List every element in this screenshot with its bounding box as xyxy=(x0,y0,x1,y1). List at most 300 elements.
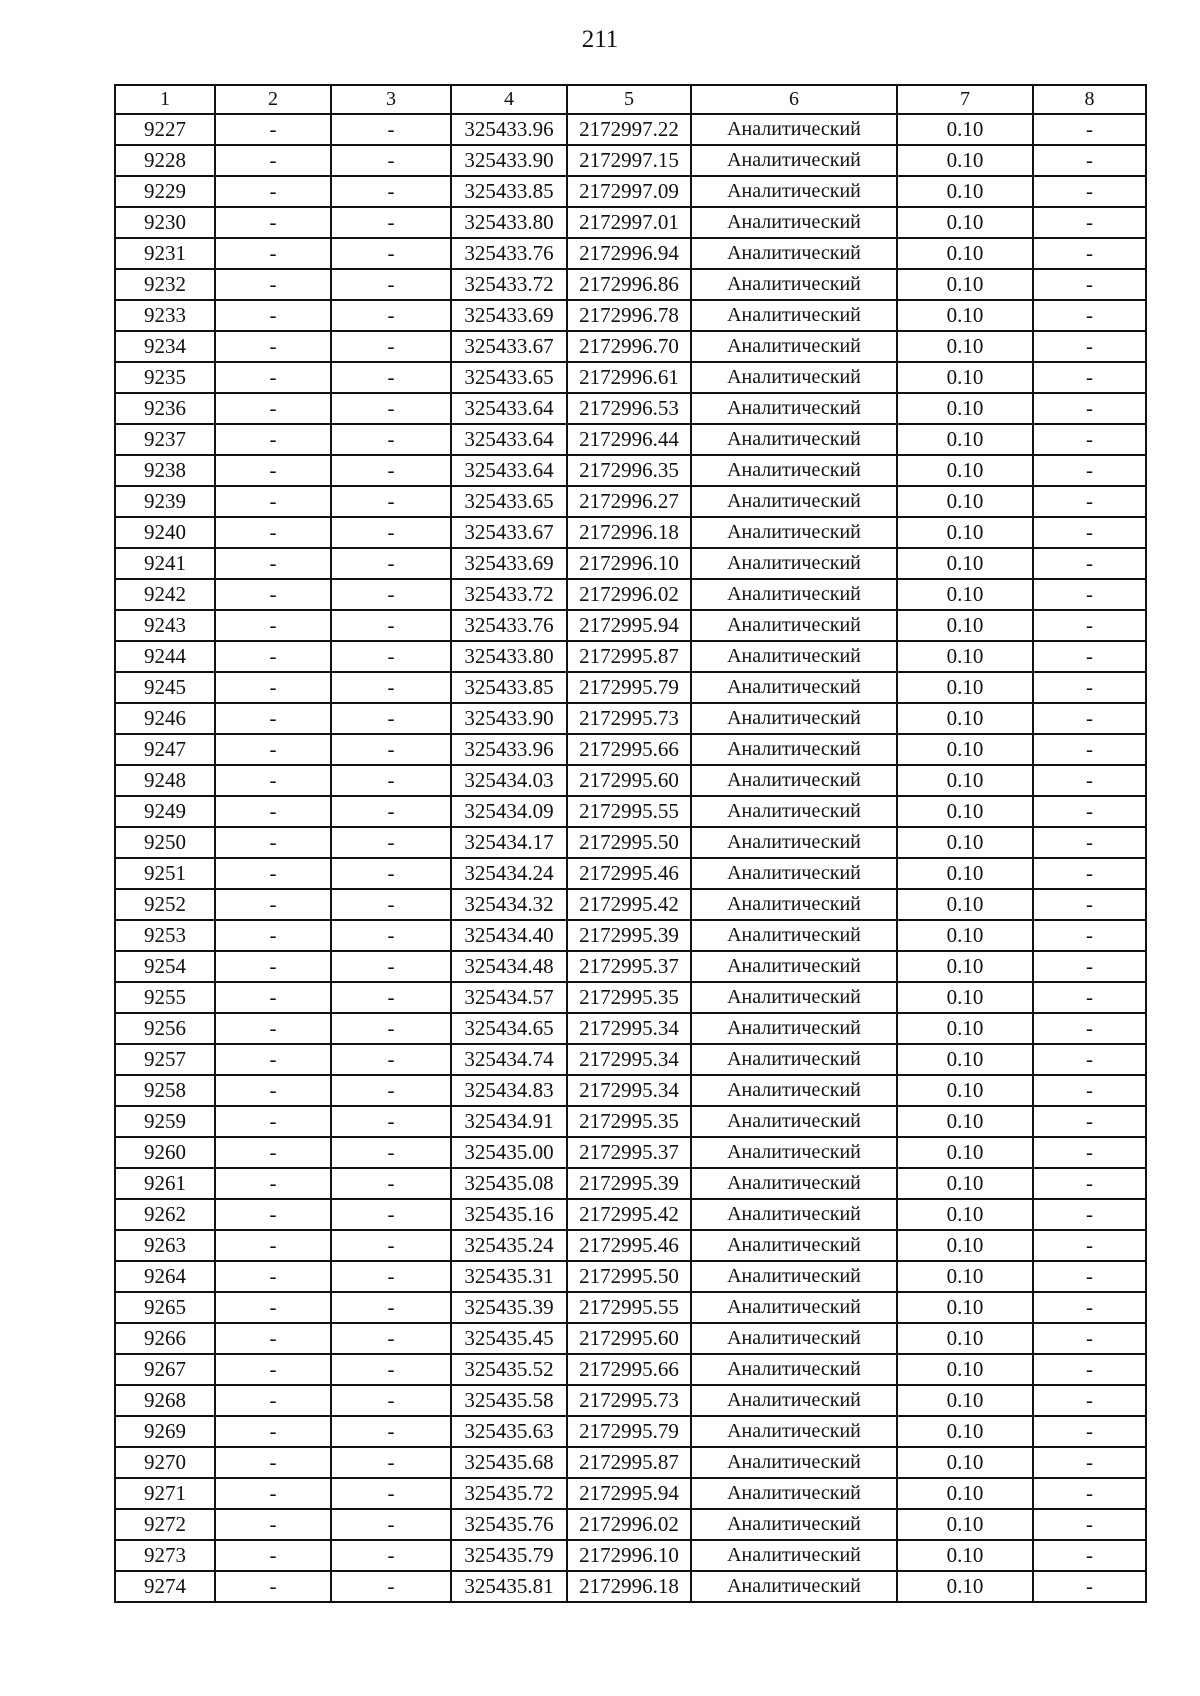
col3-cell: - xyxy=(331,641,451,672)
table-row xyxy=(115,1354,1146,1385)
col2-cell: - xyxy=(215,1354,331,1385)
point-number-cell: 9249 xyxy=(115,796,215,827)
col2-cell: - xyxy=(215,517,331,548)
point-number-cell: 9242 xyxy=(115,579,215,610)
accuracy-cell: 0.10 xyxy=(897,1168,1033,1199)
table-row xyxy=(115,331,1146,362)
accuracy-cell: 0.10 xyxy=(897,393,1033,424)
y-coordinate-cell: 2172995.55 xyxy=(567,1292,691,1323)
y-coordinate-cell: 2172995.42 xyxy=(567,889,691,920)
y-coordinate-cell: 2172995.60 xyxy=(567,1323,691,1354)
point-number-cell: 9250 xyxy=(115,827,215,858)
x-coordinate-cell: 325435.24 xyxy=(451,1230,567,1261)
table-row xyxy=(115,641,1146,672)
col8-cell: - xyxy=(1033,579,1146,610)
method-cell: Аналитический xyxy=(691,486,897,517)
table-row xyxy=(115,455,1146,486)
accuracy-cell: 0.10 xyxy=(897,176,1033,207)
col8-cell: - xyxy=(1033,393,1146,424)
col3-cell: - xyxy=(331,145,451,176)
accuracy-cell: 0.10 xyxy=(897,579,1033,610)
y-coordinate-cell: 2172996.70 xyxy=(567,331,691,362)
x-coordinate-cell: 325435.45 xyxy=(451,1323,567,1354)
table-row xyxy=(115,951,1146,982)
col8-cell: - xyxy=(1033,300,1146,331)
col8-cell: - xyxy=(1033,362,1146,393)
y-coordinate-cell: 2172996.78 xyxy=(567,300,691,331)
point-number-cell: 9256 xyxy=(115,1013,215,1044)
y-coordinate-cell: 2172997.01 xyxy=(567,207,691,238)
col2-cell: - xyxy=(215,238,331,269)
point-number-cell: 9244 xyxy=(115,641,215,672)
accuracy-cell: 0.10 xyxy=(897,1571,1033,1602)
accuracy-cell: 0.10 xyxy=(897,1385,1033,1416)
col3-cell: - xyxy=(331,765,451,796)
column-header: 4 xyxy=(451,85,567,114)
table-row xyxy=(115,238,1146,269)
point-number-cell: 9248 xyxy=(115,765,215,796)
method-cell: Аналитический xyxy=(691,1447,897,1478)
col8-cell: - xyxy=(1033,238,1146,269)
col8-cell: - xyxy=(1033,951,1146,982)
col2-cell: - xyxy=(215,1013,331,1044)
table-row xyxy=(115,1044,1146,1075)
col8-cell: - xyxy=(1033,455,1146,486)
method-cell: Аналитический xyxy=(691,1044,897,1075)
col2-cell: - xyxy=(215,579,331,610)
point-number-cell: 9233 xyxy=(115,300,215,331)
col8-cell: - xyxy=(1033,1509,1146,1540)
col2-cell: - xyxy=(215,1447,331,1478)
point-number-cell: 9270 xyxy=(115,1447,215,1478)
point-number-cell: 9267 xyxy=(115,1354,215,1385)
y-coordinate-cell: 2172996.18 xyxy=(567,517,691,548)
col3-cell: - xyxy=(331,579,451,610)
x-coordinate-cell: 325433.96 xyxy=(451,114,567,145)
y-coordinate-cell: 2172995.66 xyxy=(567,734,691,765)
point-number-cell: 9261 xyxy=(115,1168,215,1199)
col3-cell: - xyxy=(331,827,451,858)
method-cell: Аналитический xyxy=(691,1478,897,1509)
x-coordinate-cell: 325433.80 xyxy=(451,641,567,672)
x-coordinate-cell: 325435.68 xyxy=(451,1447,567,1478)
method-cell: Аналитический xyxy=(691,1261,897,1292)
point-number-cell: 9264 xyxy=(115,1261,215,1292)
col3-cell: - xyxy=(331,1323,451,1354)
point-number-cell: 9245 xyxy=(115,672,215,703)
point-number-cell: 9259 xyxy=(115,1106,215,1137)
y-coordinate-cell: 2172995.50 xyxy=(567,1261,691,1292)
col8-cell: - xyxy=(1033,548,1146,579)
accuracy-cell: 0.10 xyxy=(897,486,1033,517)
point-number-cell: 9254 xyxy=(115,951,215,982)
table-row xyxy=(115,393,1146,424)
x-coordinate-cell: 325433.72 xyxy=(451,579,567,610)
col2-cell: - xyxy=(215,672,331,703)
table-body xyxy=(115,114,1146,1602)
table-row xyxy=(115,1075,1146,1106)
x-coordinate-cell: 325433.90 xyxy=(451,703,567,734)
y-coordinate-cell: 2172996.94 xyxy=(567,238,691,269)
point-number-cell: 9260 xyxy=(115,1137,215,1168)
y-coordinate-cell: 2172996.27 xyxy=(567,486,691,517)
method-cell: Аналитический xyxy=(691,1416,897,1447)
accuracy-cell: 0.10 xyxy=(897,300,1033,331)
col2-cell: - xyxy=(215,610,331,641)
x-coordinate-cell: 325435.00 xyxy=(451,1137,567,1168)
method-cell: Аналитический xyxy=(691,362,897,393)
table-row xyxy=(115,765,1146,796)
table-row xyxy=(115,424,1146,455)
col8-cell: - xyxy=(1033,207,1146,238)
x-coordinate-cell: 325433.85 xyxy=(451,672,567,703)
x-coordinate-cell: 325433.96 xyxy=(451,734,567,765)
col2-cell: - xyxy=(215,1509,331,1540)
point-number-cell: 9252 xyxy=(115,889,215,920)
x-coordinate-cell: 325435.39 xyxy=(451,1292,567,1323)
x-coordinate-cell: 325435.81 xyxy=(451,1571,567,1602)
col2-cell: - xyxy=(215,362,331,393)
accuracy-cell: 0.10 xyxy=(897,672,1033,703)
col2-cell: - xyxy=(215,300,331,331)
col8-cell: - xyxy=(1033,1385,1146,1416)
col3-cell: - xyxy=(331,951,451,982)
col3-cell: - xyxy=(331,982,451,1013)
table-row xyxy=(115,1230,1146,1261)
method-cell: Аналитический xyxy=(691,207,897,238)
x-coordinate-cell: 325433.90 xyxy=(451,145,567,176)
col3-cell: - xyxy=(331,1478,451,1509)
method-cell: Аналитический xyxy=(691,1509,897,1540)
x-coordinate-cell: 325433.65 xyxy=(451,362,567,393)
col8-cell: - xyxy=(1033,889,1146,920)
col8-cell: - xyxy=(1033,1075,1146,1106)
table-row xyxy=(115,982,1146,1013)
y-coordinate-cell: 2172996.18 xyxy=(567,1571,691,1602)
x-coordinate-cell: 325434.65 xyxy=(451,1013,567,1044)
y-coordinate-cell: 2172995.87 xyxy=(567,1447,691,1478)
table-row xyxy=(115,145,1146,176)
col8-cell: - xyxy=(1033,1478,1146,1509)
col8-cell: - xyxy=(1033,1323,1146,1354)
col3-cell: - xyxy=(331,1075,451,1106)
method-cell: Аналитический xyxy=(691,1075,897,1106)
col2-cell: - xyxy=(215,1044,331,1075)
col2-cell: - xyxy=(215,1292,331,1323)
method-cell: Аналитический xyxy=(691,1199,897,1230)
x-coordinate-cell: 325434.17 xyxy=(451,827,567,858)
col2-cell: - xyxy=(215,703,331,734)
x-coordinate-cell: 325433.67 xyxy=(451,517,567,548)
x-coordinate-cell: 325434.24 xyxy=(451,858,567,889)
accuracy-cell: 0.10 xyxy=(897,1478,1033,1509)
table-row xyxy=(115,1261,1146,1292)
table-row xyxy=(115,703,1146,734)
col2-cell: - xyxy=(215,1571,331,1602)
col2-cell: - xyxy=(215,765,331,796)
accuracy-cell: 0.10 xyxy=(897,455,1033,486)
col8-cell: - xyxy=(1033,1044,1146,1075)
col2-cell: - xyxy=(215,548,331,579)
x-coordinate-cell: 325433.65 xyxy=(451,486,567,517)
col3-cell: - xyxy=(331,300,451,331)
col3-cell: - xyxy=(331,517,451,548)
col3-cell: - xyxy=(331,889,451,920)
method-cell: Аналитический xyxy=(691,269,897,300)
column-header: 1 xyxy=(115,85,215,114)
col8-cell: - xyxy=(1033,1230,1146,1261)
x-coordinate-cell: 325435.76 xyxy=(451,1509,567,1540)
col2-cell: - xyxy=(215,393,331,424)
col8-cell: - xyxy=(1033,734,1146,765)
accuracy-cell: 0.10 xyxy=(897,641,1033,672)
col3-cell: - xyxy=(331,1137,451,1168)
point-number-cell: 9253 xyxy=(115,920,215,951)
table-row xyxy=(115,1106,1146,1137)
x-coordinate-cell: 325434.57 xyxy=(451,982,567,1013)
x-coordinate-cell: 325435.08 xyxy=(451,1168,567,1199)
table-row xyxy=(115,1416,1146,1447)
col8-cell: - xyxy=(1033,641,1146,672)
col2-cell: - xyxy=(215,176,331,207)
method-cell: Аналитический xyxy=(691,951,897,982)
point-number-cell: 9262 xyxy=(115,1199,215,1230)
table-row xyxy=(115,1509,1146,1540)
table-row xyxy=(115,517,1146,548)
col2-cell: - xyxy=(215,455,331,486)
method-cell: Аналитический xyxy=(691,331,897,362)
col3-cell: - xyxy=(331,238,451,269)
accuracy-cell: 0.10 xyxy=(897,796,1033,827)
table-row xyxy=(115,1540,1146,1571)
method-cell: Аналитический xyxy=(691,1137,897,1168)
accuracy-cell: 0.10 xyxy=(897,238,1033,269)
col8-cell: - xyxy=(1033,1416,1146,1447)
accuracy-cell: 0.10 xyxy=(897,1261,1033,1292)
y-coordinate-cell: 2172996.10 xyxy=(567,1540,691,1571)
table-row xyxy=(115,207,1146,238)
y-coordinate-cell: 2172995.46 xyxy=(567,858,691,889)
accuracy-cell: 0.10 xyxy=(897,858,1033,889)
col2-cell: - xyxy=(215,269,331,300)
accuracy-cell: 0.10 xyxy=(897,1354,1033,1385)
method-cell: Аналитический xyxy=(691,703,897,734)
table-row xyxy=(115,827,1146,858)
x-coordinate-cell: 325434.48 xyxy=(451,951,567,982)
y-coordinate-cell: 2172995.79 xyxy=(567,672,691,703)
col2-cell: - xyxy=(215,920,331,951)
col2-cell: - xyxy=(215,1168,331,1199)
method-cell: Аналитический xyxy=(691,176,897,207)
method-cell: Аналитический xyxy=(691,827,897,858)
col3-cell: - xyxy=(331,1261,451,1292)
point-number-cell: 9231 xyxy=(115,238,215,269)
x-coordinate-cell: 325433.76 xyxy=(451,610,567,641)
col8-cell: - xyxy=(1033,1137,1146,1168)
point-number-cell: 9266 xyxy=(115,1323,215,1354)
point-number-cell: 9243 xyxy=(115,610,215,641)
column-header: 3 xyxy=(331,85,451,114)
x-coordinate-cell: 325434.83 xyxy=(451,1075,567,1106)
col2-cell: - xyxy=(215,734,331,765)
col8-cell: - xyxy=(1033,424,1146,455)
col3-cell: - xyxy=(331,858,451,889)
col3-cell: - xyxy=(331,1230,451,1261)
col3-cell: - xyxy=(331,548,451,579)
col8-cell: - xyxy=(1033,269,1146,300)
accuracy-cell: 0.10 xyxy=(897,548,1033,579)
y-coordinate-cell: 2172995.34 xyxy=(567,1044,691,1075)
method-cell: Аналитический xyxy=(691,579,897,610)
method-cell: Аналитический xyxy=(691,517,897,548)
point-number-cell: 9227 xyxy=(115,114,215,145)
y-coordinate-cell: 2172997.15 xyxy=(567,145,691,176)
accuracy-cell: 0.10 xyxy=(897,920,1033,951)
table-row xyxy=(115,734,1146,765)
col8-cell: - xyxy=(1033,1447,1146,1478)
y-coordinate-cell: 2172995.73 xyxy=(567,703,691,734)
method-cell: Аналитический xyxy=(691,1168,897,1199)
y-coordinate-cell: 2172996.02 xyxy=(567,579,691,610)
col3-cell: - xyxy=(331,920,451,951)
col8-cell: - xyxy=(1033,610,1146,641)
accuracy-cell: 0.10 xyxy=(897,1137,1033,1168)
method-cell: Аналитический xyxy=(691,114,897,145)
accuracy-cell: 0.10 xyxy=(897,1540,1033,1571)
col2-cell: - xyxy=(215,145,331,176)
col3-cell: - xyxy=(331,1385,451,1416)
table-row xyxy=(115,486,1146,517)
accuracy-cell: 0.10 xyxy=(897,1230,1033,1261)
method-cell: Аналитический xyxy=(691,765,897,796)
col2-cell: - xyxy=(215,1199,331,1230)
col3-cell: - xyxy=(331,176,451,207)
accuracy-cell: 0.10 xyxy=(897,765,1033,796)
x-coordinate-cell: 325435.72 xyxy=(451,1478,567,1509)
point-number-cell: 9258 xyxy=(115,1075,215,1106)
y-coordinate-cell: 2172996.10 xyxy=(567,548,691,579)
x-coordinate-cell: 325433.85 xyxy=(451,176,567,207)
col2-cell: - xyxy=(215,1075,331,1106)
x-coordinate-cell: 325435.31 xyxy=(451,1261,567,1292)
y-coordinate-cell: 2172995.87 xyxy=(567,641,691,672)
point-number-cell: 9272 xyxy=(115,1509,215,1540)
col8-cell: - xyxy=(1033,858,1146,889)
point-number-cell: 9257 xyxy=(115,1044,215,1075)
col8-cell: - xyxy=(1033,703,1146,734)
point-number-cell: 9255 xyxy=(115,982,215,1013)
accuracy-cell: 0.10 xyxy=(897,1323,1033,1354)
x-coordinate-cell: 325433.69 xyxy=(451,300,567,331)
col3-cell: - xyxy=(331,207,451,238)
y-coordinate-cell: 2172995.35 xyxy=(567,982,691,1013)
accuracy-cell: 0.10 xyxy=(897,114,1033,145)
col8-cell: - xyxy=(1033,1354,1146,1385)
accuracy-cell: 0.10 xyxy=(897,827,1033,858)
table-row xyxy=(115,1571,1146,1602)
point-number-cell: 9263 xyxy=(115,1230,215,1261)
accuracy-cell: 0.10 xyxy=(897,145,1033,176)
col2-cell: - xyxy=(215,827,331,858)
accuracy-cell: 0.10 xyxy=(897,362,1033,393)
col2-cell: - xyxy=(215,1385,331,1416)
method-cell: Аналитический xyxy=(691,1385,897,1416)
method-cell: Аналитический xyxy=(691,1540,897,1571)
point-number-cell: 9274 xyxy=(115,1571,215,1602)
method-cell: Аналитический xyxy=(691,1354,897,1385)
col8-cell: - xyxy=(1033,176,1146,207)
col2-cell: - xyxy=(215,951,331,982)
x-coordinate-cell: 325434.09 xyxy=(451,796,567,827)
col8-cell: - xyxy=(1033,1540,1146,1571)
method-cell: Аналитический xyxy=(691,796,897,827)
col3-cell: - xyxy=(331,610,451,641)
col2-cell: - xyxy=(215,207,331,238)
table-row xyxy=(115,362,1146,393)
col8-cell: - xyxy=(1033,1571,1146,1602)
col3-cell: - xyxy=(331,703,451,734)
y-coordinate-cell: 2172996.53 xyxy=(567,393,691,424)
col8-cell: - xyxy=(1033,1199,1146,1230)
table-row xyxy=(115,920,1146,951)
col3-cell: - xyxy=(331,269,451,300)
col3-cell: - xyxy=(331,1013,451,1044)
accuracy-cell: 0.10 xyxy=(897,1075,1033,1106)
column-header: 6 xyxy=(691,85,897,114)
table-row xyxy=(115,889,1146,920)
x-coordinate-cell: 325434.32 xyxy=(451,889,567,920)
point-number-cell: 9234 xyxy=(115,331,215,362)
accuracy-cell: 0.10 xyxy=(897,269,1033,300)
x-coordinate-cell: 325434.91 xyxy=(451,1106,567,1137)
y-coordinate-cell: 2172995.37 xyxy=(567,1137,691,1168)
x-coordinate-cell: 325435.79 xyxy=(451,1540,567,1571)
col8-cell: - xyxy=(1033,1168,1146,1199)
method-cell: Аналитический xyxy=(691,734,897,765)
x-coordinate-cell: 325434.74 xyxy=(451,1044,567,1075)
table-row xyxy=(115,1137,1146,1168)
coordinates-table xyxy=(114,84,1147,1603)
method-cell: Аналитический xyxy=(691,1230,897,1261)
column-header: 7 xyxy=(897,85,1033,114)
method-cell: Аналитический xyxy=(691,1013,897,1044)
x-coordinate-cell: 325433.72 xyxy=(451,269,567,300)
accuracy-cell: 0.10 xyxy=(897,1447,1033,1478)
y-coordinate-cell: 2172996.35 xyxy=(567,455,691,486)
table-row xyxy=(115,1385,1146,1416)
table-row xyxy=(115,1323,1146,1354)
y-coordinate-cell: 2172995.55 xyxy=(567,796,691,827)
x-coordinate-cell: 325433.64 xyxy=(451,393,567,424)
method-cell: Аналитический xyxy=(691,1292,897,1323)
accuracy-cell: 0.10 xyxy=(897,331,1033,362)
point-number-cell: 9251 xyxy=(115,858,215,889)
x-coordinate-cell: 325433.64 xyxy=(451,455,567,486)
method-cell: Аналитический xyxy=(691,424,897,455)
column-header: 2 xyxy=(215,85,331,114)
col3-cell: - xyxy=(331,796,451,827)
accuracy-cell: 0.10 xyxy=(897,889,1033,920)
col3-cell: - xyxy=(331,455,451,486)
col3-cell: - xyxy=(331,362,451,393)
accuracy-cell: 0.10 xyxy=(897,1416,1033,1447)
accuracy-cell: 0.10 xyxy=(897,424,1033,455)
y-coordinate-cell: 2172995.42 xyxy=(567,1199,691,1230)
point-number-cell: 9273 xyxy=(115,1540,215,1571)
x-coordinate-cell: 325433.69 xyxy=(451,548,567,579)
y-coordinate-cell: 2172995.73 xyxy=(567,1385,691,1416)
y-coordinate-cell: 2172995.66 xyxy=(567,1354,691,1385)
